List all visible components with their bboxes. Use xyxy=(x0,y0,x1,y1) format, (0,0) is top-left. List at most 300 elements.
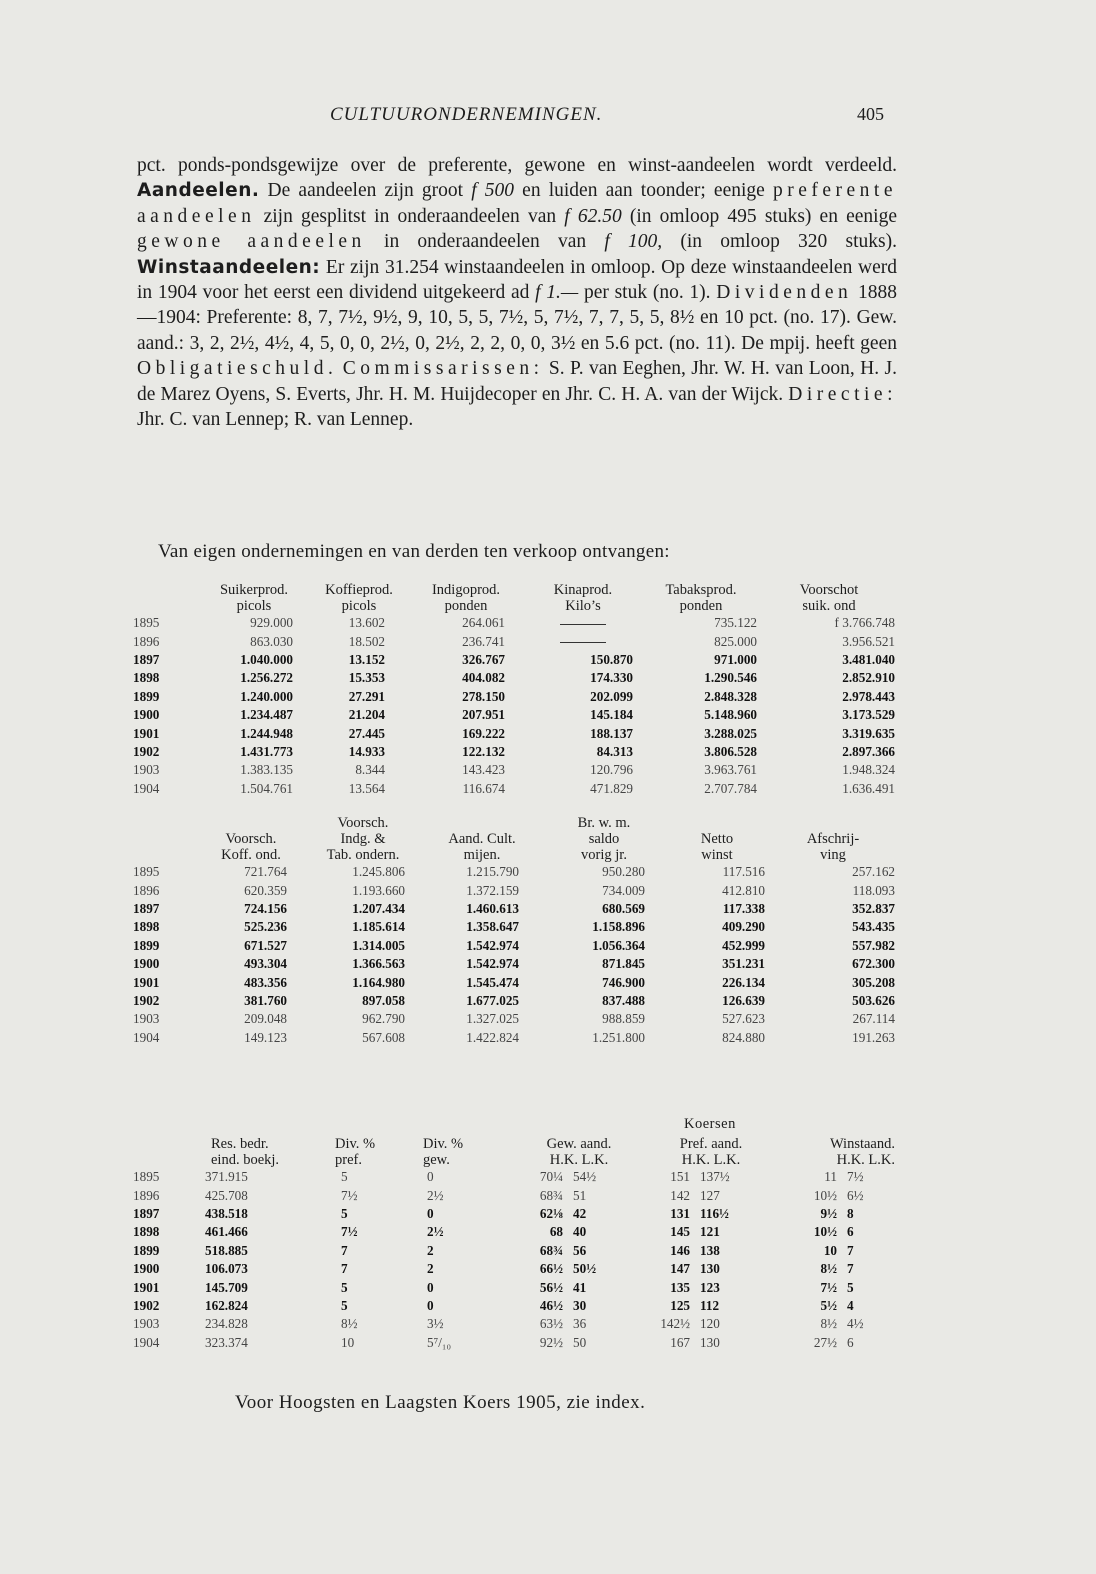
value-cell: 257.162 xyxy=(852,864,895,880)
value-cell: 3.806.528 xyxy=(704,743,757,759)
table-row xyxy=(133,1029,895,1047)
amount: f 62.50 xyxy=(564,205,622,227)
value-cell: 1.460.613 xyxy=(466,900,519,916)
year-cell: 1901 xyxy=(133,1279,160,1295)
value-cell: 825.000 xyxy=(714,633,757,649)
value-cell: 1.164.980 xyxy=(352,974,405,990)
value-cell: 381.760 xyxy=(244,992,287,1008)
running-title: CULTUURONDERNEMINGEN. xyxy=(330,104,603,125)
year-cell: 1896 xyxy=(133,633,160,649)
header-cell: Voorsch. Indg. & Tab. ondern. xyxy=(326,815,400,863)
value-cell: 1.422.824 xyxy=(466,1029,519,1045)
value-cell: 3.956.521 xyxy=(842,633,895,649)
value-cell: 116½ xyxy=(700,1205,729,1221)
page-header xyxy=(0,104,1096,132)
table-row xyxy=(133,881,895,899)
value-cell: 1.366.563 xyxy=(352,956,405,972)
year-cell: 1901 xyxy=(133,725,160,741)
value-cell: 84.313 xyxy=(596,743,633,759)
value-cell: 8 xyxy=(847,1205,854,1221)
amount: f 1.— xyxy=(535,282,579,304)
value-cell: 207.951 xyxy=(462,707,505,723)
value-cell: 724.156 xyxy=(244,900,287,916)
value-cell: 63½ xyxy=(539,1316,563,1332)
value-cell: 824.880 xyxy=(722,1029,765,1045)
year-cell: 1899 xyxy=(133,688,160,704)
table-header-row xyxy=(133,1136,895,1168)
year-cell: 1902 xyxy=(133,1297,160,1313)
value-cell: 112 xyxy=(700,1297,720,1313)
value-cell: 21.204 xyxy=(348,707,385,723)
koersen-label: Koersen xyxy=(684,1116,736,1132)
value-cell: 1.314.005 xyxy=(352,937,405,953)
value-cell: 125 xyxy=(670,1297,690,1313)
value-cell: 18.502 xyxy=(348,633,385,649)
value-cell: 1.372.159 xyxy=(466,882,519,898)
value-cell: 950.280 xyxy=(602,864,645,880)
value-cell: 671.527 xyxy=(244,937,287,953)
value-cell: 1.245.806 xyxy=(352,864,405,880)
value-cell: 10 xyxy=(341,1334,355,1350)
header-cell: Afschrij- ving xyxy=(806,831,860,863)
value-cell: 5 xyxy=(341,1205,348,1221)
header-cell: Kinaprod. Kilo’s xyxy=(553,582,613,614)
value-cell: 452.999 xyxy=(722,937,765,953)
value-cell: 145.184 xyxy=(590,707,633,723)
value-cell: 6 xyxy=(847,1334,854,1350)
advances-table xyxy=(133,815,895,1047)
value-cell: 54½ xyxy=(573,1169,597,1185)
value-cell: 863.030 xyxy=(250,633,293,649)
value-cell: 278.150 xyxy=(462,688,505,704)
value-cell: 92½ xyxy=(539,1334,563,1350)
value-cell: 13.564 xyxy=(348,780,385,796)
value-cell: 471.829 xyxy=(590,780,633,796)
value-cell: 7½ xyxy=(820,1279,837,1295)
value-cell: 305.208 xyxy=(852,974,895,990)
header-cell: Div. % gew. xyxy=(423,1136,464,1168)
value-cell: 13.152 xyxy=(348,651,385,667)
value-cell: 150.870 xyxy=(590,651,633,667)
value-cell: 264.061 xyxy=(462,615,505,631)
value-cell: 1.327.025 xyxy=(466,1011,519,1027)
table-row xyxy=(133,900,895,918)
table-row xyxy=(133,780,895,798)
value-cell: 1.636.491 xyxy=(842,780,895,796)
value-cell: 7½ xyxy=(341,1224,358,1240)
value-cell: 3½ xyxy=(427,1316,444,1332)
value-cell: 988.859 xyxy=(602,1011,645,1027)
value-cell: 143.423 xyxy=(462,762,505,778)
spaced-term: Commissarissen: xyxy=(342,358,544,380)
value-cell: 126.639 xyxy=(722,992,765,1008)
text-run: zijn gesplitst in onderaandeelen van xyxy=(255,205,565,227)
header-cell: Pref. aand. H.K. L.K. xyxy=(679,1136,743,1168)
value-cell: 8.344 xyxy=(355,762,385,778)
value-cell: 1.677.025 xyxy=(466,992,519,1008)
value-cell: 5.148.960 xyxy=(704,707,757,723)
year-cell: 1898 xyxy=(133,919,160,935)
value-cell: 1.358.647 xyxy=(466,919,519,935)
value-cell: 1.240.000 xyxy=(240,688,293,704)
header-cell: Tabaksprod. ponden xyxy=(665,582,737,614)
footer-note: Voor Hoogsten en Laagsten Koers 1905, zie index. xyxy=(235,1392,646,1413)
year-cell: 1903 xyxy=(133,1011,160,1027)
table-row xyxy=(133,1297,895,1315)
value-cell: 567.608 xyxy=(362,1029,405,1045)
value-cell: 27½ xyxy=(813,1334,837,1350)
table-row xyxy=(133,743,895,761)
value-cell: 6½ xyxy=(847,1187,864,1203)
value-cell: 68 xyxy=(549,1224,563,1240)
value-cell: 151 xyxy=(670,1169,690,1185)
value-cell: 1.193.660 xyxy=(352,882,405,898)
value-cell: 543.435 xyxy=(852,919,895,935)
value-cell: 5 xyxy=(341,1169,348,1185)
header-cell: Voorsch. Koff. ond. xyxy=(221,831,281,863)
year-cell: 1900 xyxy=(133,956,160,972)
value-cell: 130 xyxy=(700,1334,720,1350)
value-cell: 131 xyxy=(670,1205,690,1221)
value-cell: 5⁷/₁₀ xyxy=(427,1334,452,1350)
year-cell: 1897 xyxy=(133,651,160,667)
value-cell: 56 xyxy=(573,1242,587,1258)
table-row xyxy=(133,761,895,779)
value-cell: 202.099 xyxy=(590,688,633,704)
value-cell: 7½ xyxy=(341,1187,358,1203)
value-cell: 0 xyxy=(427,1297,434,1313)
value-cell: 483.356 xyxy=(244,974,287,990)
table-row xyxy=(133,1242,895,1260)
value-cell: 837.488 xyxy=(602,992,645,1008)
value-cell: 323.374 xyxy=(205,1334,248,1350)
year-cell: 1903 xyxy=(133,762,160,778)
year-cell: 1899 xyxy=(133,1242,160,1258)
value-cell: 10½ xyxy=(813,1224,837,1240)
value-cell: 438.518 xyxy=(205,1205,248,1221)
year-cell: 1897 xyxy=(133,900,160,916)
value-cell: 1.431.773 xyxy=(240,743,293,759)
value-cell: 123 xyxy=(700,1279,720,1295)
value-cell: 117.338 xyxy=(722,900,765,916)
header-cell: Suikerprod. picols xyxy=(219,582,289,614)
value-cell: 145 xyxy=(670,1224,690,1240)
value-cell: 5½ xyxy=(820,1297,837,1313)
year-cell: 1896 xyxy=(133,1187,160,1203)
value-cell: 116.674 xyxy=(462,780,505,796)
value-cell: 142 xyxy=(670,1187,690,1203)
table-row xyxy=(133,1223,895,1241)
value-cell: 2.978.443 xyxy=(842,688,895,704)
value-cell: 42 xyxy=(573,1205,587,1221)
table-row xyxy=(133,614,895,632)
value-cell: 2.848.328 xyxy=(704,688,757,704)
value-cell: 122.132 xyxy=(462,743,505,759)
empty-value-rule xyxy=(560,642,606,643)
value-cell: 1.542.974 xyxy=(466,956,519,972)
value-cell: 138 xyxy=(700,1242,720,1258)
value-cell: 1.056.364 xyxy=(592,937,645,953)
value-cell: 10½ xyxy=(813,1187,837,1203)
text-run: Jhr. C. van Lennep; R. van Lennep. xyxy=(137,409,414,431)
value-cell: 234.828 xyxy=(205,1316,248,1332)
table-row xyxy=(133,1315,895,1333)
year-cell: 1902 xyxy=(133,992,160,1008)
value-cell: 7 xyxy=(341,1261,348,1277)
value-cell: 120 xyxy=(700,1316,720,1332)
header-cell: Voorschot suik. ond xyxy=(799,582,859,614)
text-run: S. P. van Eeghen, Jhr. W. H. van Loon, H. J. de Marez Oyens, S. Everts, Jhr. H. M. Huijdecoper en Jhr. C. H. A. van der Wijck. xyxy=(137,358,898,405)
year-cell: 1904 xyxy=(133,1029,160,1045)
table-row xyxy=(133,651,895,669)
value-cell: 971.000 xyxy=(714,651,757,667)
value-cell: 27.445 xyxy=(348,725,385,741)
value-cell: 735.122 xyxy=(714,615,757,631)
value-cell: 188.137 xyxy=(590,725,633,741)
value-cell: 226.134 xyxy=(722,974,765,990)
year-cell: 1899 xyxy=(133,937,160,953)
value-cell: 9½ xyxy=(820,1205,837,1221)
table-header-row xyxy=(133,582,895,614)
value-cell: 36 xyxy=(573,1316,587,1332)
header-cell xyxy=(133,1136,203,1168)
page-number: 405 xyxy=(857,104,884,124)
table-row xyxy=(133,688,895,706)
table-row xyxy=(133,955,895,973)
header-cell: Netto winst xyxy=(700,831,734,863)
year-cell: 1898 xyxy=(133,670,160,686)
dividend-table xyxy=(133,1136,895,1352)
value-cell: 236.741 xyxy=(462,633,505,649)
table-header-row xyxy=(133,815,895,863)
text-run: in onderaandeelen van xyxy=(365,231,605,253)
value-cell: 15.353 xyxy=(348,670,385,686)
value-cell: 3.319.635 xyxy=(842,725,895,741)
value-cell: 1.256.272 xyxy=(240,670,293,686)
value-cell: 8½ xyxy=(820,1316,837,1332)
value-cell: 5 xyxy=(341,1297,348,1313)
value-cell: 13.602 xyxy=(348,615,385,631)
value-cell: 672.300 xyxy=(852,956,895,972)
table-intro: Van eigen ondernemingen en van derden ten verkoop ontvangen: xyxy=(158,541,670,562)
value-cell: 1.251.800 xyxy=(592,1029,645,1045)
table-row xyxy=(133,1278,895,1296)
year-cell: 1904 xyxy=(133,1334,160,1350)
value-cell: 7 xyxy=(341,1242,348,1258)
year-cell: 1897 xyxy=(133,1205,160,1221)
text-run: 1888—1904: Preferente: 8, 7, 7½, 9½, 9, 10, 5, 5, 7½, 5, 7½, 7, 7, 5, 5, 8½ en 10 pct. (no. 17). Gew. aand.: 3, 2, 2½, 4½, 4, 5, 0, 0, 2½, 0, 2½, 2, 2, 0, 0, 3½ en 5.6 pct. (no. 11). De mpij. heeft geen xyxy=(137,282,897,354)
spaced-term: Dividenden xyxy=(716,282,853,304)
table-row xyxy=(133,724,895,742)
value-cell: 149.123 xyxy=(244,1029,287,1045)
year-cell: 1895 xyxy=(133,864,160,880)
table-row xyxy=(133,669,895,687)
value-cell: 461.466 xyxy=(205,1224,248,1240)
value-cell: 746.900 xyxy=(602,974,645,990)
heading-aandeelen: Aandeelen. xyxy=(137,180,260,202)
table-row xyxy=(133,937,895,955)
year-cell: 1896 xyxy=(133,882,160,898)
header-cell xyxy=(133,815,195,863)
value-cell: 1.948.324 xyxy=(842,762,895,778)
value-cell: 7 xyxy=(847,1242,854,1258)
value-cell: 66½ xyxy=(539,1261,563,1277)
value-cell: 68¾ xyxy=(539,1242,563,1258)
value-cell: 2 xyxy=(427,1242,434,1258)
year-cell: 1895 xyxy=(133,1169,160,1185)
body-paragraph xyxy=(137,153,897,432)
value-cell: 142½ xyxy=(660,1316,690,1332)
value-cell: 1.207.434 xyxy=(352,900,405,916)
value-cell: 557.982 xyxy=(852,937,895,953)
table-row xyxy=(133,1168,895,1186)
year-cell: 1895 xyxy=(133,615,160,631)
value-cell: 169.222 xyxy=(462,725,505,741)
value-cell: 14.933 xyxy=(348,743,385,759)
value-cell: 2.852.910 xyxy=(842,670,895,686)
value-cell: 1.383.135 xyxy=(240,762,293,778)
year-cell: 1903 xyxy=(133,1316,160,1332)
value-cell: 3.173.529 xyxy=(842,707,895,723)
value-cell: 3.963.761 xyxy=(704,762,757,778)
year-cell: 1902 xyxy=(133,743,160,759)
value-cell: 897.058 xyxy=(362,992,405,1008)
value-cell: 527.623 xyxy=(722,1011,765,1027)
header-cell: Aand. Cult. mijen. xyxy=(448,831,516,863)
value-cell: 2½ xyxy=(427,1224,444,1240)
value-cell: f 3.766.748 xyxy=(834,615,895,631)
value-cell: 167 xyxy=(670,1334,690,1350)
value-cell: 41 xyxy=(573,1279,587,1295)
value-cell: 1.542.974 xyxy=(466,937,519,953)
value-cell: 209.048 xyxy=(244,1011,287,1027)
value-cell: 68¾ xyxy=(539,1187,563,1203)
value-cell: 2 xyxy=(427,1261,434,1277)
value-cell: 734.009 xyxy=(602,882,645,898)
value-cell: 120.796 xyxy=(590,762,633,778)
value-cell: 106.073 xyxy=(205,1261,248,1277)
value-cell: 503.626 xyxy=(852,992,895,1008)
value-cell: 10 xyxy=(823,1242,837,1258)
header-cell: Indigoprod. ponden xyxy=(431,582,501,614)
header-cell: Winstaand. H.K. L.K. xyxy=(829,1136,895,1168)
empty-value-rule xyxy=(560,624,606,625)
spaced-term: preferente aandeelen xyxy=(137,180,897,227)
value-cell: 409.290 xyxy=(722,919,765,935)
value-cell: 518.885 xyxy=(205,1242,248,1258)
value-cell: 352.837 xyxy=(852,900,895,916)
value-cell: 4½ xyxy=(847,1316,864,1332)
value-cell: 162.824 xyxy=(205,1297,248,1313)
value-cell: 1.158.896 xyxy=(592,919,645,935)
text-run: (in omloop 320 stuks). xyxy=(662,231,897,253)
table-row xyxy=(133,1186,895,1204)
value-cell: 174.330 xyxy=(590,670,633,686)
value-cell: 62⅛ xyxy=(539,1205,563,1221)
value-cell: 147 xyxy=(670,1261,690,1277)
value-cell: 680.569 xyxy=(602,900,645,916)
value-cell: 50 xyxy=(573,1334,587,1350)
value-cell: 1.185.614 xyxy=(352,919,405,935)
value-cell: 412.810 xyxy=(722,882,765,898)
spaced-term: Obligatieschuld. xyxy=(137,358,338,380)
value-cell: 7½ xyxy=(847,1169,864,1185)
text-run: per stuk (no. 1). xyxy=(578,282,717,304)
value-cell: 40 xyxy=(573,1224,587,1240)
value-cell: 1.545.474 xyxy=(466,974,519,990)
value-cell: 404.082 xyxy=(462,670,505,686)
value-cell: 0 xyxy=(427,1169,434,1185)
value-cell: 620.359 xyxy=(244,882,287,898)
value-cell: 70¼ xyxy=(539,1169,563,1185)
text-run: en luiden aan toonder; eenige xyxy=(514,180,773,202)
value-cell: 493.304 xyxy=(244,956,287,972)
text-run: (in omloop 495 stuks) en eenige xyxy=(621,205,897,227)
header-cell: Res. bedr. eind. boekj. xyxy=(211,1136,280,1168)
value-cell: 5 xyxy=(847,1279,854,1295)
table-row xyxy=(133,632,895,650)
year-cell: 1898 xyxy=(133,1224,160,1240)
value-cell: 267.114 xyxy=(852,1011,895,1027)
value-cell: 4 xyxy=(847,1297,854,1313)
value-cell: 1.040.000 xyxy=(240,651,293,667)
value-cell: 2½ xyxy=(427,1187,444,1203)
table-row xyxy=(133,1205,895,1223)
value-cell: 51 xyxy=(573,1187,587,1203)
year-cell: 1900 xyxy=(133,1261,160,1277)
year-cell: 1904 xyxy=(133,780,160,796)
value-cell: 962.790 xyxy=(362,1011,405,1027)
header-cell: Gew. aand. H.K. L.K. xyxy=(546,1136,612,1168)
value-cell: 2.897.366 xyxy=(842,743,895,759)
value-cell: 1.290.546 xyxy=(704,670,757,686)
value-cell: 525.236 xyxy=(244,919,287,935)
value-cell: 5 xyxy=(341,1279,348,1295)
value-cell: 56½ xyxy=(539,1279,563,1295)
table-row xyxy=(133,1334,895,1352)
table-row xyxy=(133,706,895,724)
text-run: pct. ponds-pondsgewijze over de preferente, gewone en winst-aandeelen wordt verdeeld. xyxy=(137,155,897,176)
table-row xyxy=(133,992,895,1010)
value-cell: 11 xyxy=(824,1169,837,1185)
value-cell: 3.288.025 xyxy=(704,725,757,741)
value-cell: 117.516 xyxy=(722,864,765,880)
value-cell: 137½ xyxy=(700,1169,730,1185)
value-cell: 146 xyxy=(670,1242,690,1258)
value-cell: 30 xyxy=(573,1297,587,1313)
value-cell: 1.215.790 xyxy=(466,864,519,880)
value-cell: 351.231 xyxy=(722,956,765,972)
spaced-term: Directie: xyxy=(788,383,897,405)
value-cell: 8½ xyxy=(341,1316,358,1332)
amount: f 100, xyxy=(604,231,663,253)
table-row xyxy=(133,918,895,936)
table-row xyxy=(133,863,895,881)
value-cell: 929.000 xyxy=(250,615,293,631)
header-cell: Koffieprod. picols xyxy=(325,582,393,614)
value-cell xyxy=(527,632,639,650)
value-cell: 127 xyxy=(700,1187,720,1203)
value-cell: 3.481.040 xyxy=(842,651,895,667)
text-run: De aandeelen zijn groot xyxy=(259,180,472,202)
value-cell: 1.504.761 xyxy=(240,780,293,796)
value-cell: 721.764 xyxy=(244,864,287,880)
year-cell: 1900 xyxy=(133,707,160,723)
value-cell: 121 xyxy=(700,1224,720,1240)
value-cell: 326.767 xyxy=(462,651,505,667)
value-cell: 145.709 xyxy=(205,1279,248,1295)
value-cell: 0 xyxy=(427,1205,434,1221)
